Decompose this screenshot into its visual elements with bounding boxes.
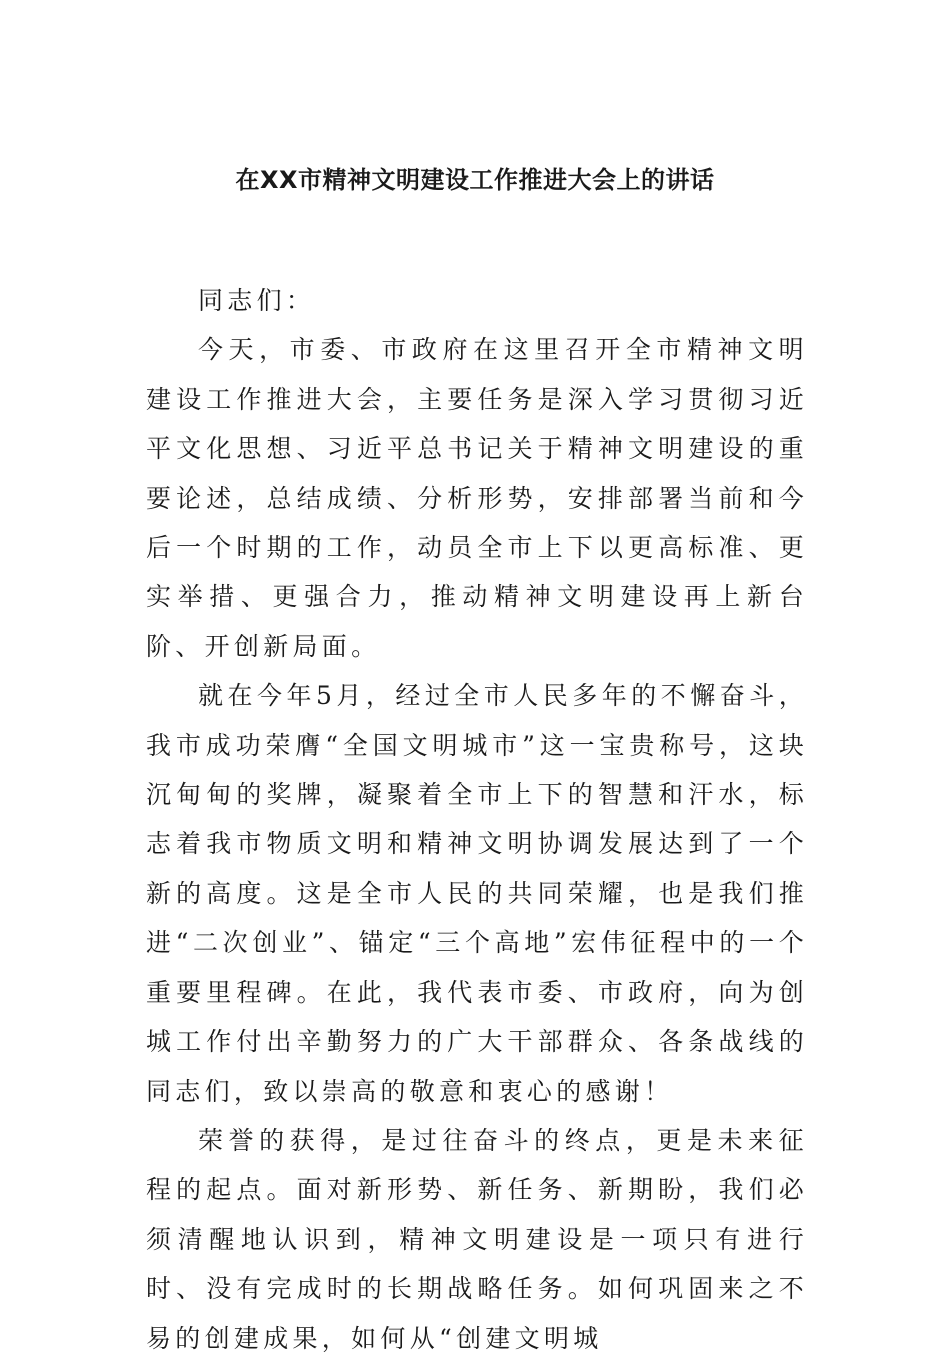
salutation: 同志们： [198,286,316,315]
paragraph-3: 荣誉的获得，是过往奋斗的终点，更是未来征程的起点。面对新形势、新任务、新期盼，我们必须清醒地认识到，精神文明建设是一项只有进行时、没有完成时的长期战略任务。如何巩固来之不易的创建成果，如何从“创建文明城 [146,1125,808,1353]
document-body [146,276,808,1363]
paragraph-1: 今天，市委、市政府在这里召开全市精神文明建设工作推进大会，主要任务是深入学习贯彻习近平文化思想、习近平总书记关于精神文明建设的重要论述，总结成绩、分析形势，安排部署当前和今后一个时期的工作，动员全市上下以更高标准、更实举措、更强合力，推动精神文明建设再上新台阶、开创新局面。 [146,335,808,661]
paragraph-2: 就在今年5月，经过全市人民多年的不懈奋斗，我市成功荣膺“全国文明城市”这一宝贵称号，这块沉甸甸的奖牌，凝聚着全市上下的智慧和汗水，标志着我市物质文明和精神文明协调发展达到了一个新的高度。这是全市人民的共同荣耀，也是我们推进“二次创业”、锚定“三个高地”宏伟征程中的一个重要里程碑。在此，我代表市委、市政府，向为创城工作付出辛勤努力的广大干部群众、各条战线的同志们，致以崇高的敬意和衷心的感谢！ [146,681,808,1106]
document-title: 在XX市精神文明建设工作推进大会上的讲话 [235,166,715,194]
